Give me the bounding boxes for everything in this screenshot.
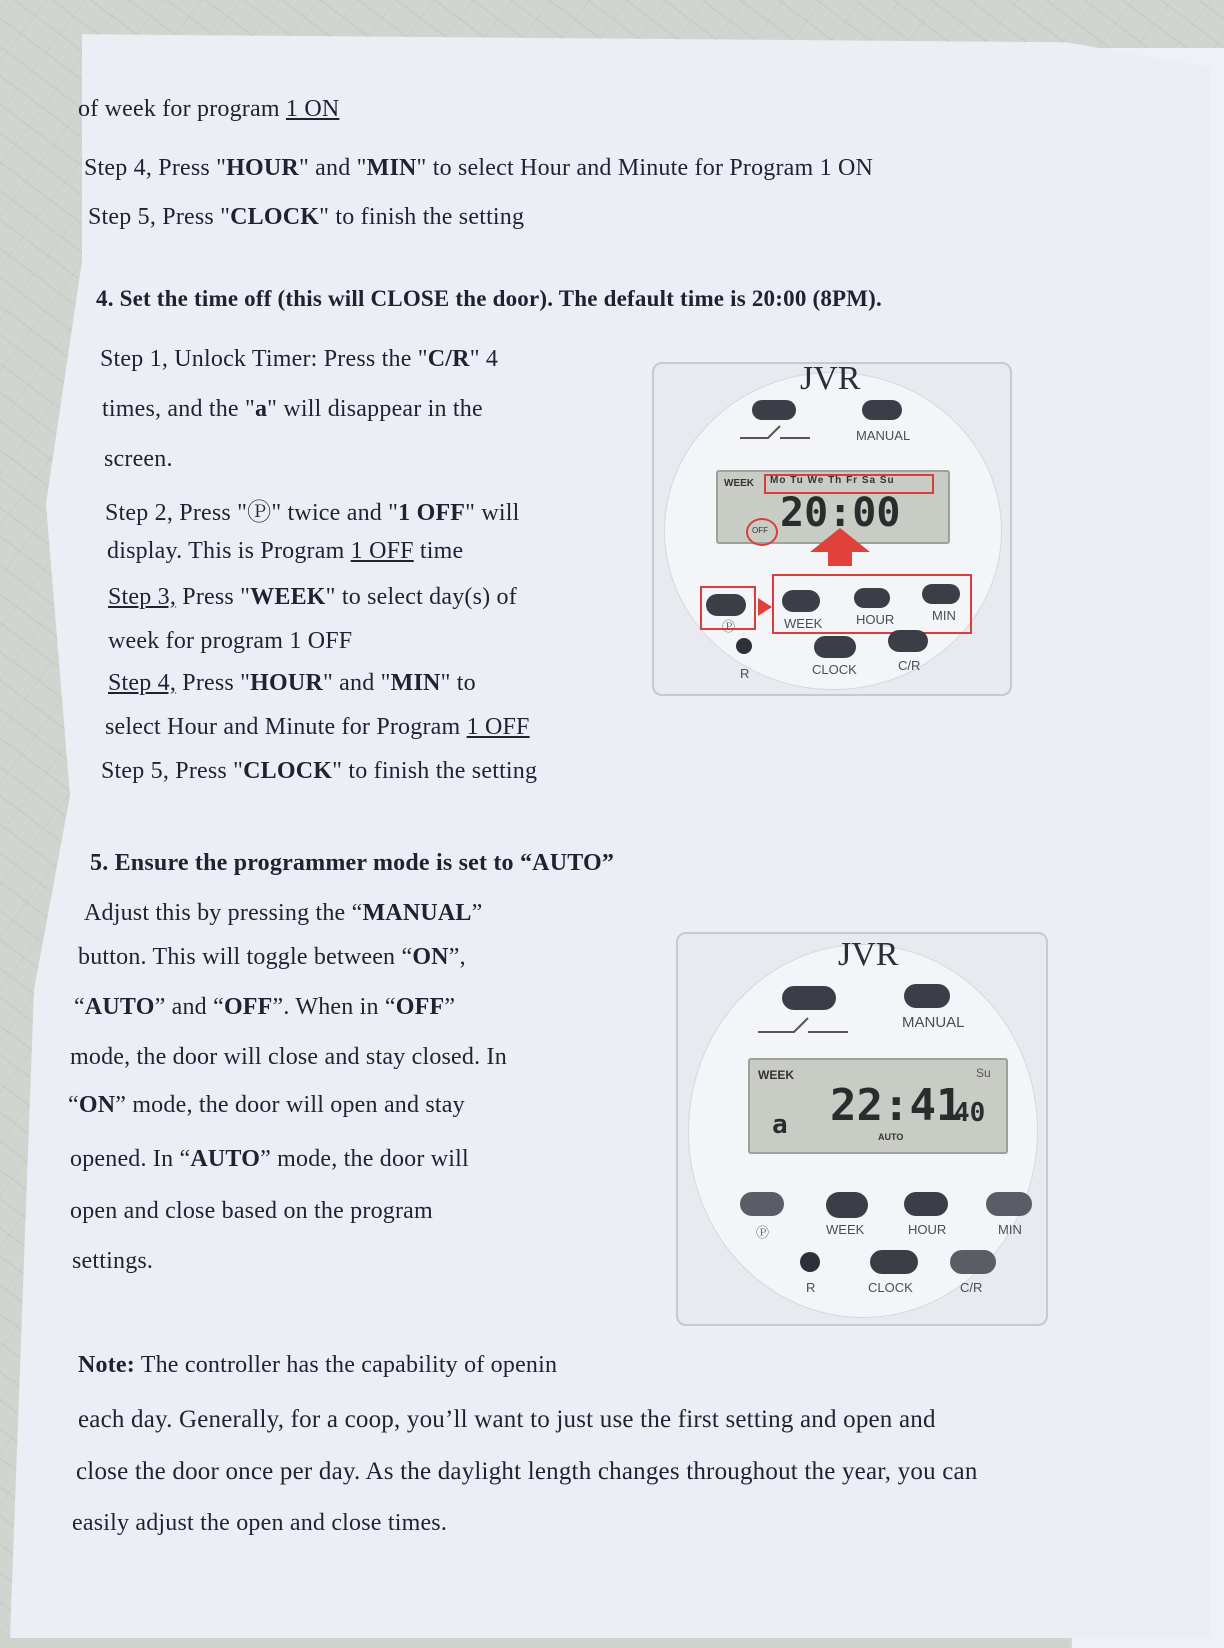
text: The controller has the capability of openin (134, 1352, 558, 1378)
min-button (986, 1192, 1032, 1216)
lcd-lock-indicator: a (772, 1110, 788, 1140)
text: Press " (176, 584, 251, 610)
text: button. This will toggle between “ (78, 944, 413, 970)
manual-button (904, 984, 950, 1008)
text-underlined: Step 3, (108, 584, 177, 610)
text: " and " (322, 670, 391, 696)
text: of week for program (78, 96, 286, 122)
lcd-time: 22:41 (830, 1080, 963, 1131)
s5-line-3: “AUTO” and “OFF”. When in “OFF” (74, 994, 456, 1020)
text-underlined: Step 4, (108, 670, 177, 696)
text: ”, (448, 944, 466, 970)
text-bold: AUTO (84, 994, 155, 1020)
instruction-page (10, 18, 1210, 1638)
switch-icon (758, 1014, 848, 1036)
week-label: WEEK (826, 1222, 865, 1237)
timer-illustration-auto (676, 932, 1048, 1326)
text: " to finish the setting (332, 758, 538, 784)
note-label: Note: (78, 1352, 135, 1378)
text-bold: OFF (223, 994, 273, 1020)
s4-step5-line (101, 758, 537, 785)
p-button (706, 594, 746, 616)
text-bold: WEEK (250, 584, 326, 610)
brand-logo: JVR (838, 936, 899, 973)
text-bold: OFF (395, 994, 445, 1020)
text: Step 4, Press " (84, 155, 227, 181)
hour-button (854, 588, 890, 608)
text: ” (471, 900, 483, 926)
s5-line-8: settings. (72, 1248, 154, 1274)
lcd-week-label: WEEK (724, 478, 754, 489)
text: " 4 (469, 346, 499, 372)
text-bold: HOUR (250, 670, 323, 696)
text: ” mode, the door will (260, 1146, 469, 1172)
note-line-3: close the door once per day. As the daylight length changes throughout the year, you can (76, 1458, 978, 1485)
text-bold: ON (78, 1092, 116, 1118)
min-label: MIN (998, 1222, 1022, 1237)
text: Step 5, Press " (88, 204, 231, 230)
s4-step2-line1 (105, 492, 520, 527)
p-button (740, 1192, 784, 1216)
lcd-auto: AUTO (878, 1132, 904, 1142)
min-button (922, 584, 960, 604)
text-bold: MIN (390, 670, 441, 696)
lcd-days: Mo Tu We Th Fr Sa Su (770, 475, 895, 486)
cr-label: C/R (960, 1280, 983, 1295)
lcd-seconds: 40 (954, 1098, 986, 1128)
clock-label: CLOCK (812, 662, 857, 677)
note-line-2: each day. Generally, for a coop, you’ll want to just use the first setting and open and (78, 1406, 936, 1433)
text: Step 1, Unlock Timer: Press the " (100, 346, 428, 372)
lcd-week-label: WEEK (758, 1068, 794, 1082)
clock-button (814, 636, 856, 658)
manual-label: MANUAL (902, 1014, 965, 1031)
toggle-button-left (782, 986, 836, 1010)
text-bold: ON (412, 944, 449, 970)
text-bold: C/R (427, 346, 470, 372)
s5-line-5: “ON” mode, the door will open and stay (68, 1092, 465, 1118)
s4-step4-line1 (108, 670, 476, 697)
switch-icon (740, 422, 810, 442)
toggle-button-left (752, 400, 796, 420)
hour-label: HOUR (908, 1222, 947, 1237)
text-bold: HOUR (226, 155, 299, 181)
brand-logo: JVR (800, 360, 861, 397)
arrow-right-icon (758, 598, 772, 616)
text: ”. When in “ (272, 994, 396, 1020)
arrow-up-icon (810, 528, 870, 552)
s5-line-1 (84, 900, 483, 927)
note-line-4: easily adjust the open and close times. (72, 1510, 448, 1536)
p-label: Ⓟ (756, 1225, 770, 1240)
week-button (826, 1192, 868, 1218)
text-bold: a (254, 396, 268, 422)
section-4-heading: 4. Set the time off (this will CLOSE the door). The default time is 20:00 (8PM). (96, 286, 882, 311)
text: " to select day(s) of (325, 584, 517, 610)
top-line-2 (84, 155, 873, 182)
reset-button (800, 1252, 820, 1272)
s5-line-4: mode, the door will close and stay closed. In (70, 1044, 507, 1070)
lcd-day: Su (976, 1066, 991, 1080)
lcd-display (748, 1058, 1008, 1154)
cr-button (888, 630, 928, 652)
min-label: MIN (932, 608, 956, 623)
top-line-1 (78, 96, 339, 123)
s5-line-2 (78, 944, 466, 971)
s4-step3-line1 (108, 584, 517, 611)
text: " to (440, 670, 476, 696)
top-line-3 (88, 204, 524, 231)
text: Adjust this by pressing the “ (84, 900, 363, 926)
text: " to finish the setting (319, 204, 525, 230)
text: Step 2, Press " (105, 500, 248, 526)
text-underlined: 1 OFF (350, 538, 414, 564)
clock-button (870, 1250, 918, 1274)
manual-label: MANUAL (856, 428, 911, 443)
text: " to select Hour and Minute for Program 1 ON (416, 155, 874, 181)
text: Step 5, Press " (101, 758, 244, 784)
text-underlined: 1 OFF (466, 714, 530, 740)
text: Press " (176, 670, 251, 696)
clock-label: CLOCK (868, 1280, 913, 1295)
text-bold: 1 OFF (398, 500, 466, 526)
note-line-1 (78, 1352, 557, 1379)
text: ” (444, 994, 456, 1020)
s4-step1-line2 (102, 396, 483, 423)
p-symbol: Ⓟ (247, 500, 272, 526)
reset-button (736, 638, 752, 654)
hour-button (904, 1192, 948, 1216)
text: display. This is Program (107, 538, 351, 564)
cr-button (950, 1250, 996, 1274)
s5-line-6 (70, 1146, 469, 1173)
week-button (782, 590, 820, 612)
text: times, and the " (102, 396, 255, 422)
timer-illustration-off (652, 362, 1012, 696)
s4-step3-line2: week for program 1 OFF (108, 628, 353, 654)
text: " and " (298, 155, 367, 181)
text-bold: CLOCK (230, 204, 320, 230)
week-label: WEEK (784, 616, 823, 631)
text: select Hour and Minute for Program (105, 714, 467, 740)
text: ” mode, the door will open and stay (115, 1092, 465, 1118)
r-label: R (740, 666, 750, 681)
lcd-off: OFF (752, 526, 768, 535)
text: ” and “ (154, 994, 224, 1020)
text-bold: CLOCK (243, 758, 333, 784)
text: " will disappear in the (267, 396, 483, 422)
text-underlined: 1 ON (285, 96, 340, 122)
s4-step1-line3: screen. (104, 446, 173, 472)
text-bold: MIN (366, 155, 417, 181)
s5-line-7: open and close based on the program (70, 1198, 433, 1224)
cr-label: C/R (898, 658, 921, 673)
manual-button (862, 400, 902, 420)
text: time (413, 538, 464, 564)
s4-step1-line1 (100, 346, 498, 373)
arrow-up-stem (828, 550, 852, 566)
text: opened. In “ (70, 1146, 191, 1172)
text-bold: MANUAL (362, 900, 472, 926)
text: " will (465, 500, 520, 526)
p-label: Ⓟ (722, 619, 736, 634)
section-5-heading: 5. Ensure the programmer mode is set to “AUTO” (90, 850, 615, 876)
r-label: R (806, 1280, 816, 1295)
s4-step2-line2 (107, 538, 463, 565)
lcd-time: 20:00 (780, 490, 901, 536)
hour-label: HOUR (856, 612, 895, 627)
s4-step4-line2 (105, 714, 530, 741)
text: " twice and " (271, 500, 399, 526)
text-bold: AUTO (190, 1146, 261, 1172)
